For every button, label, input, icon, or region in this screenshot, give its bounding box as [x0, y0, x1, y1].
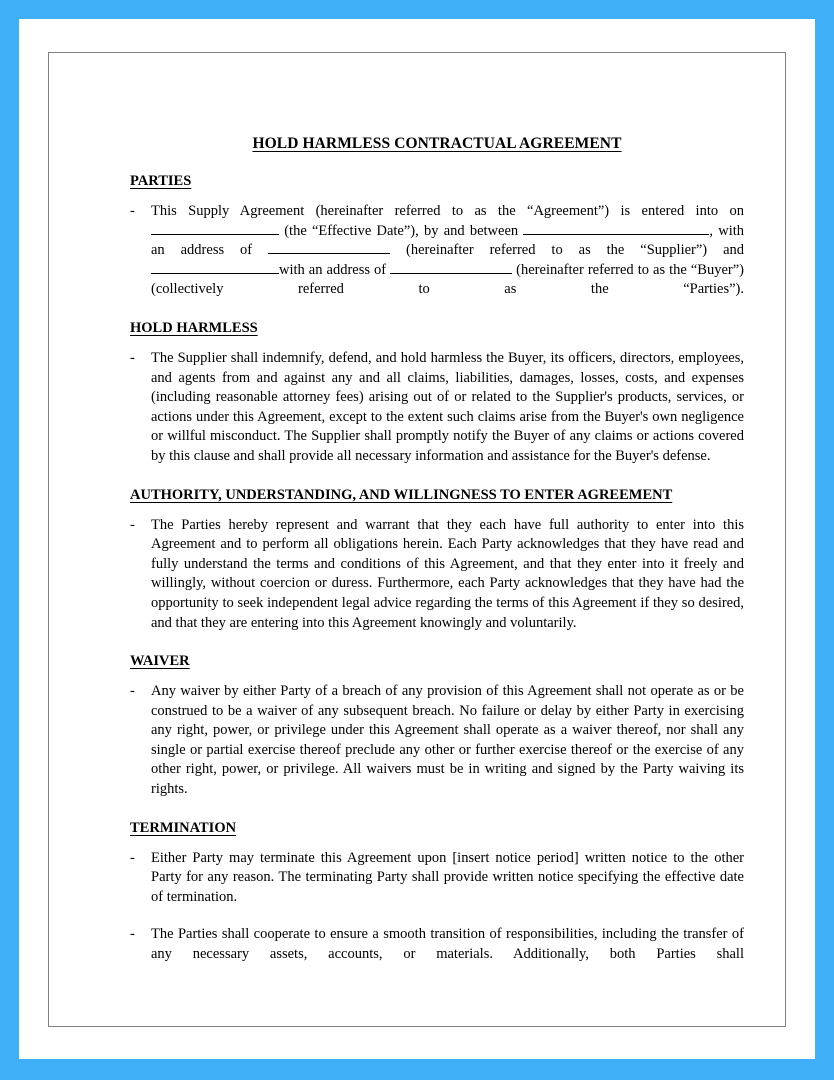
clause-bullet-marker: - [130, 683, 135, 700]
clause-text: The Supplier shall indemnify, defend, and hold harmless the Buyer, its officers, directors, employees, and agents from and against any and all claims, liabilities, damages, losses, costs, and expenses (including reasonable attorney fees) arising out of or related to the Supplier's products, services, or actions under this Agreement, except to the extent such claims arise from the Buyer's own negligence or willful misconduct. The Supplier shall promptly notify the Buyer of any claims or actions covered by this clause and shall provide all necessary information and assistance for the Buyer's defense. [151, 349, 744, 464]
clause-bullet-marker: - [130, 849, 135, 866]
clause-bullet-marker: - [130, 349, 135, 366]
clause-text: Either Party may terminate this Agreement upon [insert notice period] written notice to the other Party for any reason. The terminating Party shall provide written notice specifying the effective date of termination. [151, 849, 744, 905]
section-heading-parties: PARTIES [130, 173, 192, 189]
parties-text-part-5: (hereinafter referred to as the “Supplier”) and [406, 242, 745, 259]
clause-bullet-marker: - [130, 516, 135, 533]
parties-text-part-3: , [709, 222, 713, 239]
clause-text: The Parties shall cooperate to ensure a smooth transition of responsibilities, including the transfer of any necessary assets, accounts, or materials. Additionally, both Parties shall [151, 926, 744, 963]
section-parties [130, 173, 744, 300]
paper-sheet [19, 19, 815, 1059]
section-termination [130, 820, 744, 965]
parties-text-part-2: (the “Effective Date”), by and between [284, 222, 519, 239]
parties-text-part-7: (hereinafter referred to as the “Buyer”) (collectively referred to as the “Parties”). [151, 261, 744, 298]
effective-date-blank[interactable] [151, 234, 279, 235]
clause-text: The Parties hereby represent and warrant that they each have full authority to enter into this Agreement and to perform all obligations herein. Each Party acknowledges that they have read and fully understand the terms and conditions of this Agreement, and that they enter into it freely and willingly, without coercion or duress. Furthermore, each Party acknowledges that they have had the opportunity to seek independent legal advice regarding the terms of this Agreement if they so desired, and that they are entering into this Agreement knowingly and voluntarily. [151, 516, 744, 631]
clause-termination-1 [130, 849, 744, 908]
clause-termination-2 [130, 925, 744, 964]
parties-text-part-6: with an address of [279, 261, 387, 278]
supplier-address-blank[interactable] [268, 253, 390, 254]
section-heading-hold-harmless: HOLD HARMLESS [130, 319, 258, 336]
clause-authority-1 [130, 516, 744, 634]
section-hold-harmless [130, 320, 744, 467]
clause-bullet-marker: - [130, 203, 135, 219]
section-heading-waiver: WAIVER [130, 653, 190, 670]
section-authority [130, 487, 744, 634]
section-heading-authority: AUTHORITY, UNDERSTANDING, AND WILLINGNESS TO ENTER AGREEMENT [130, 486, 673, 503]
buyer-address-blank[interactable] [390, 273, 512, 274]
document-body [130, 135, 744, 985]
parties-text-part-1: This Supply Agreement (hereinafter referred to as the “Agreement”) is entered into on [151, 203, 744, 219]
clause-waiver-1 [130, 682, 744, 800]
parties-text-part-4: with an address of [151, 222, 744, 259]
clause-hold-harmless-1 [130, 349, 744, 467]
section-waiver [130, 653, 744, 800]
document-title: HOLD HARMLESS CONTRACTUAL AGREEMENT [252, 135, 622, 152]
section-heading-termination: TERMINATION [130, 819, 237, 836]
supplier-name-blank[interactable] [523, 234, 709, 235]
page-border-frame [48, 52, 786, 1027]
clause-bullet-marker: - [130, 926, 135, 943]
clause-text [151, 202, 744, 300]
buyer-name-blank[interactable] [151, 273, 279, 274]
clause-text: Any waiver by either Party of a breach of any provision of this Agreement shall not operate as or be construed to be a waiver of any subsequent breach. No failure or delay by either Party in exercising any right, power, or privilege under this Agreement shall operate as a waiver thereof, nor shall any single or partial exercise thereof preclude any other or further exercise thereof or the exercise of any other right, power, or privilege. All waivers must be in writing and signed by the Party waiving its rights. [151, 683, 744, 798]
clause-parties-1 [130, 202, 744, 300]
